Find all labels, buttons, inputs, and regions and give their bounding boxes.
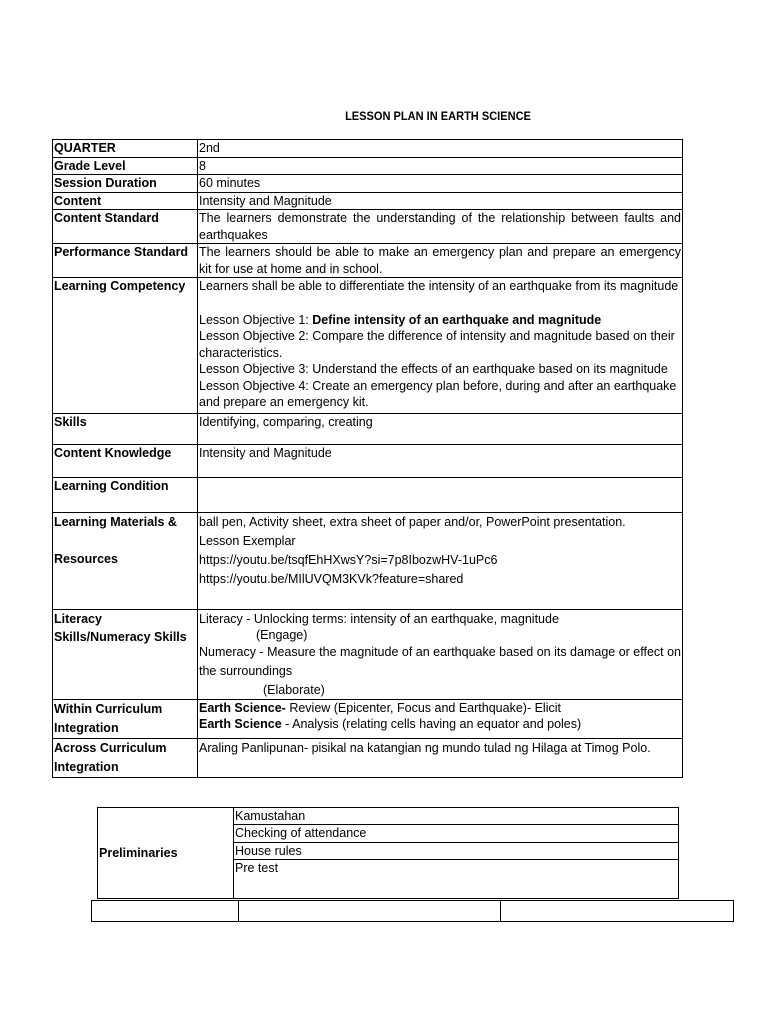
objective-2: Lesson Objective 2: Compare the difference of intensity and magnitude based on their characteristics.: [199, 329, 675, 360]
materials-line-2: Lesson Exemplar: [199, 533, 296, 548]
label-preliminaries: Preliminaries: [98, 808, 234, 899]
label-literacy: [53, 609, 198, 699]
competency-intro: Learners shall be able to differentiate the intensity of an earthquake from its magnitude: [199, 279, 679, 293]
row-learning-condition: [53, 477, 683, 512]
value-performance-standard: The learners should be able to make an emergency plan and prepare an emergency kit for use at home and in school.: [199, 245, 681, 276]
materials-link-1[interactable]: https://youtu.be/tsqfEhHXwsY?si=7p8IbozwHV-1uPc6: [199, 552, 498, 567]
row-session-duration: [53, 175, 683, 193]
value-quarter: 2nd: [198, 140, 683, 158]
label-quarter: QUARTER: [53, 140, 198, 158]
prelim-item-4: Pre test: [234, 860, 679, 899]
label-grade-level: Grade Level: [53, 157, 198, 175]
objective-4: Lesson Objective 4: Create an emergency plan before, during and after an earthquake and prepare an emergency kit.: [199, 378, 677, 409]
value-content-standard: The learners demonstrate the understanding of the relationship between faults and earthquakes: [199, 211, 681, 242]
label-within-curriculum: [53, 699, 198, 738]
prelim-item-1: Kamustahan: [234, 808, 679, 825]
row-skills: [53, 413, 683, 444]
value-skills: Identifying, comparing, creating: [198, 413, 683, 444]
objective-1-bold: Define intensity of an earthquake and magnitude: [312, 312, 602, 327]
materials-link-2[interactable]: https://youtu.be/MIlUVQM3KVk?feature=shared: [199, 571, 464, 586]
row-literacy: [53, 609, 683, 699]
row-quarter: [53, 140, 683, 158]
document-title: LESSON PLAN IN EARTH SCIENCE: [345, 109, 531, 123]
label-literacy-line1: Literacy: [54, 611, 102, 626]
label-literacy-line2: Skills/Numeracy Skills: [54, 629, 187, 644]
empty-bottom-table: [91, 900, 734, 922]
label-content-standard: Content Standard: [53, 210, 198, 244]
label-learning-condition: Learning Condition: [53, 477, 198, 512]
value-literacy: [198, 609, 683, 699]
value-learning-competency: [198, 278, 683, 414]
label-learning-materials-line1: Learning Materials &: [54, 514, 177, 529]
row-learning-materials: [53, 512, 683, 609]
value-content-knowledge: Intensity and Magnitude: [198, 444, 683, 477]
prelim-item-2: Checking of attendance: [234, 825, 679, 842]
preliminaries-table: [97, 807, 679, 899]
numeracy-elaborate: (Elaborate): [263, 682, 325, 697]
literacy-line: Literacy - Unlocking terms: intensity of an earthquake, magnitude: [199, 611, 559, 626]
prelim-row-1: [98, 808, 679, 825]
within-line-2: Earth Science - Analysis (relating cells having an equator and poles): [199, 717, 582, 731]
prelim-item-3: House rules: [234, 842, 679, 859]
label-learning-competency: Learning Competency: [53, 278, 198, 414]
label-content: Content: [53, 192, 198, 210]
label-across-line2: Integration: [54, 759, 119, 774]
row-grade-level: [53, 157, 683, 175]
label-across-curriculum: [53, 738, 198, 777]
label-learning-materials: [53, 512, 198, 609]
label-performance-standard: Performance Standard: [53, 244, 198, 278]
objective-1: Lesson Objective 1: Define intensity of an earthquake and magnitude: [199, 312, 602, 327]
label-learning-materials-line2: Resources: [54, 551, 118, 566]
value-learning-materials: [198, 512, 683, 609]
label-within-line2: Integration: [54, 720, 119, 735]
bottom-cell-3: [501, 901, 734, 922]
literacy-engage: (Engage): [256, 627, 308, 642]
bottom-row: [92, 901, 734, 922]
value-learning-condition: [198, 477, 683, 512]
row-content: [53, 192, 683, 210]
value-within-curriculum: [198, 699, 683, 738]
row-performance-standard: [53, 244, 683, 278]
label-content-knowledge: Content Knowledge: [53, 444, 198, 477]
materials-line-1: ball pen, Activity sheet, extra sheet of paper and/or, PowerPoint presentation.: [199, 514, 626, 529]
value-session-duration: 60 minutes: [198, 175, 683, 193]
numeracy-line: Numeracy - Measure the magnitude of an earthquake based on its damage or effect on the surroundings: [199, 644, 682, 678]
lesson-plan-table: [52, 139, 683, 778]
objective-3: Lesson Objective 3: Understand the effects of an earthquake based on its magnitude: [199, 362, 668, 376]
bottom-cell-1: [92, 901, 239, 922]
row-content-knowledge: [53, 444, 683, 477]
label-across-line1: Across Curriculum: [54, 740, 167, 755]
row-content-standard: [53, 210, 683, 244]
label-skills: Skills: [53, 413, 198, 444]
row-within-curriculum: [53, 699, 683, 738]
row-learning-competency: [53, 278, 683, 414]
label-session-duration: Session Duration: [53, 175, 198, 193]
value-across-curriculum: Araling Panlipunan- pisikal na katangian ng mundo tulad ng Hilaga at Timog Polo.: [198, 738, 683, 777]
value-content: Intensity and Magnitude: [198, 192, 683, 210]
bottom-cell-2: [239, 901, 501, 922]
within-line-1: Earth Science- Review (Epicenter, Focus and Earthquake)- Elicit: [199, 700, 561, 715]
row-across-curriculum: [53, 738, 683, 777]
value-grade-level: 8: [198, 157, 683, 175]
label-within-line1: Within Curriculum: [54, 701, 163, 716]
